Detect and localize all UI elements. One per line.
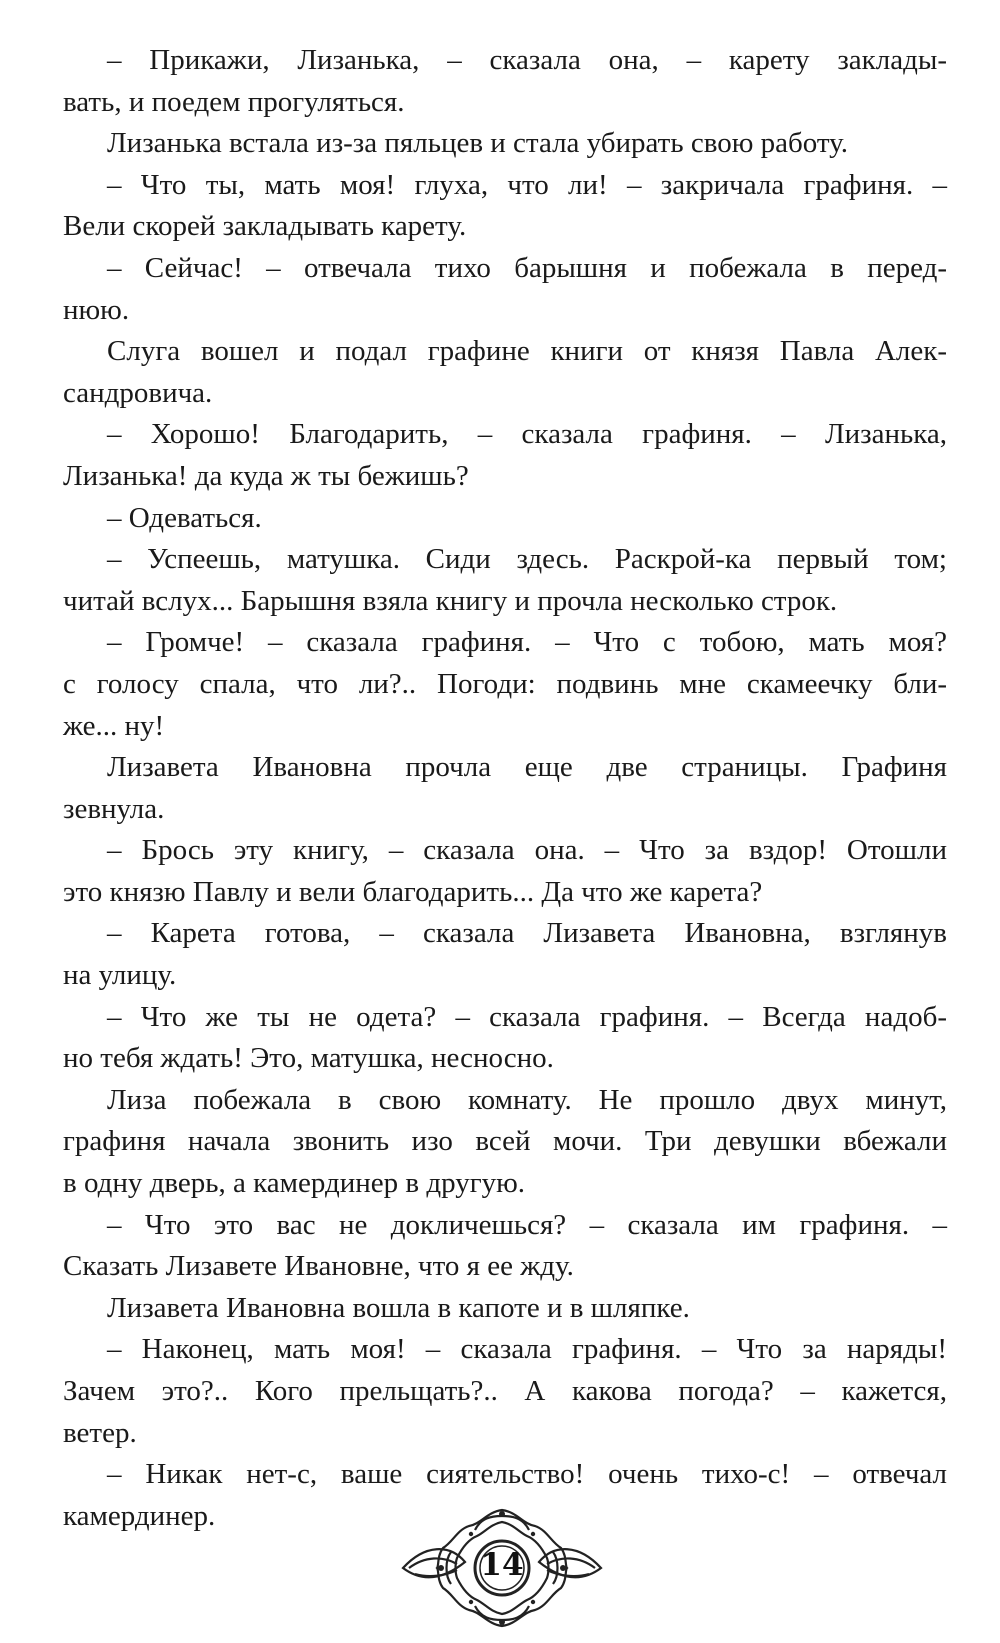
text-line: Лизавета Ивановна прочла еще две страницы. Графиня <box>107 751 947 784</box>
text-line: – Успеешь, матушка. Сиди здесь. Раскрой-ка первый том; <box>107 543 947 576</box>
text-line: нюю. <box>63 293 130 326</box>
text-line: вать, и поедем прогуляться. <box>63 85 405 118</box>
text-line: – Что же ты не одета? – сказала графиня. – Всегда надоб- <box>107 1000 947 1033</box>
text-line: на улицу. <box>63 959 177 992</box>
text-line: – Сейчас! – отвечала тихо барышня и побежала в перед- <box>107 251 947 284</box>
text-line: – Карета готова, – сказала Лизавета Ивановна, взглянув <box>107 917 947 950</box>
text-line: – Прикажи, Лизанька, – сказала она, – карету заклады- <box>107 44 947 76</box>
text-line: – Брось эту книгу, – сказала она. – Что за вздор! Отошли <box>107 834 947 867</box>
text-line: – Что ты, мать моя! глуха, что ли! – закричала графиня. – <box>107 168 947 201</box>
text-line: же... ну! <box>63 709 165 742</box>
text-line: сандровича. <box>63 376 213 409</box>
text-line: но тебя ждать! Это, матушка, несносно. <box>63 1042 554 1075</box>
text-line: Слуга вошел и подал графине книги от князя Павла Алек- <box>107 335 947 368</box>
text-line: читай вслух... Барышня взяла книгу и прочла несколько строк. <box>63 584 838 617</box>
text-line: Лизанька встала из-за пяльцев и стала убирать свою работу. <box>107 127 848 160</box>
text-line: – Одеваться. <box>107 501 262 534</box>
text-line: – Наконец, мать моя! – сказала графиня. – Что за наряды! <box>107 1333 947 1366</box>
page-number: 14 <box>480 1547 524 1583</box>
body-text <box>63 40 947 1537</box>
page-number-ornament <box>395 1504 609 1632</box>
text-line: Лизавета Ивановна вошла в капоте и в шляпке. <box>107 1291 690 1324</box>
text-line: – Никак нет-с, ваше сиятельство! очень тихо-с! – отвечал <box>107 1458 947 1491</box>
text-line: Лиза побежала в свою комнату. Не прошло двух минут, <box>107 1083 947 1116</box>
text-line: Вели скорей закладывать карету. <box>63 210 467 243</box>
text-line: в одну дверь, а камердинер в другую. <box>63 1167 526 1200</box>
text-line: Зачем это?.. Кого прельщать?.. А какова погода? – кажется, <box>63 1375 947 1407</box>
text-line: графиня начала звонить изо всей мочи. Три девушки вбежали <box>63 1125 947 1158</box>
text-line: Лизанька! да куда ж ты бежишь? <box>63 459 469 492</box>
text-line: это князю Павлу и вели благодарить... Да что же карета? <box>63 875 763 908</box>
text-line: – Что это вас не докличешься? – сказала им графиня. – <box>107 1208 947 1241</box>
text-line: с голосу спала, что ли?.. Погоди: подвинь мне скамеечку бли- <box>63 667 947 700</box>
text-line: зевнула. <box>63 792 165 825</box>
text-line: – Хорошо! Благодарить, – сказала графиня. – Лизанька, <box>107 418 947 451</box>
text-line: камердинер. <box>63 1499 216 1532</box>
text-line: – Громче! – сказала графиня. – Что с тобою, мать моя? <box>107 626 947 659</box>
text-line: ветер. <box>63 1416 137 1449</box>
text-line: Сказать Лизавете Ивановне, что я ее жду. <box>63 1250 574 1283</box>
